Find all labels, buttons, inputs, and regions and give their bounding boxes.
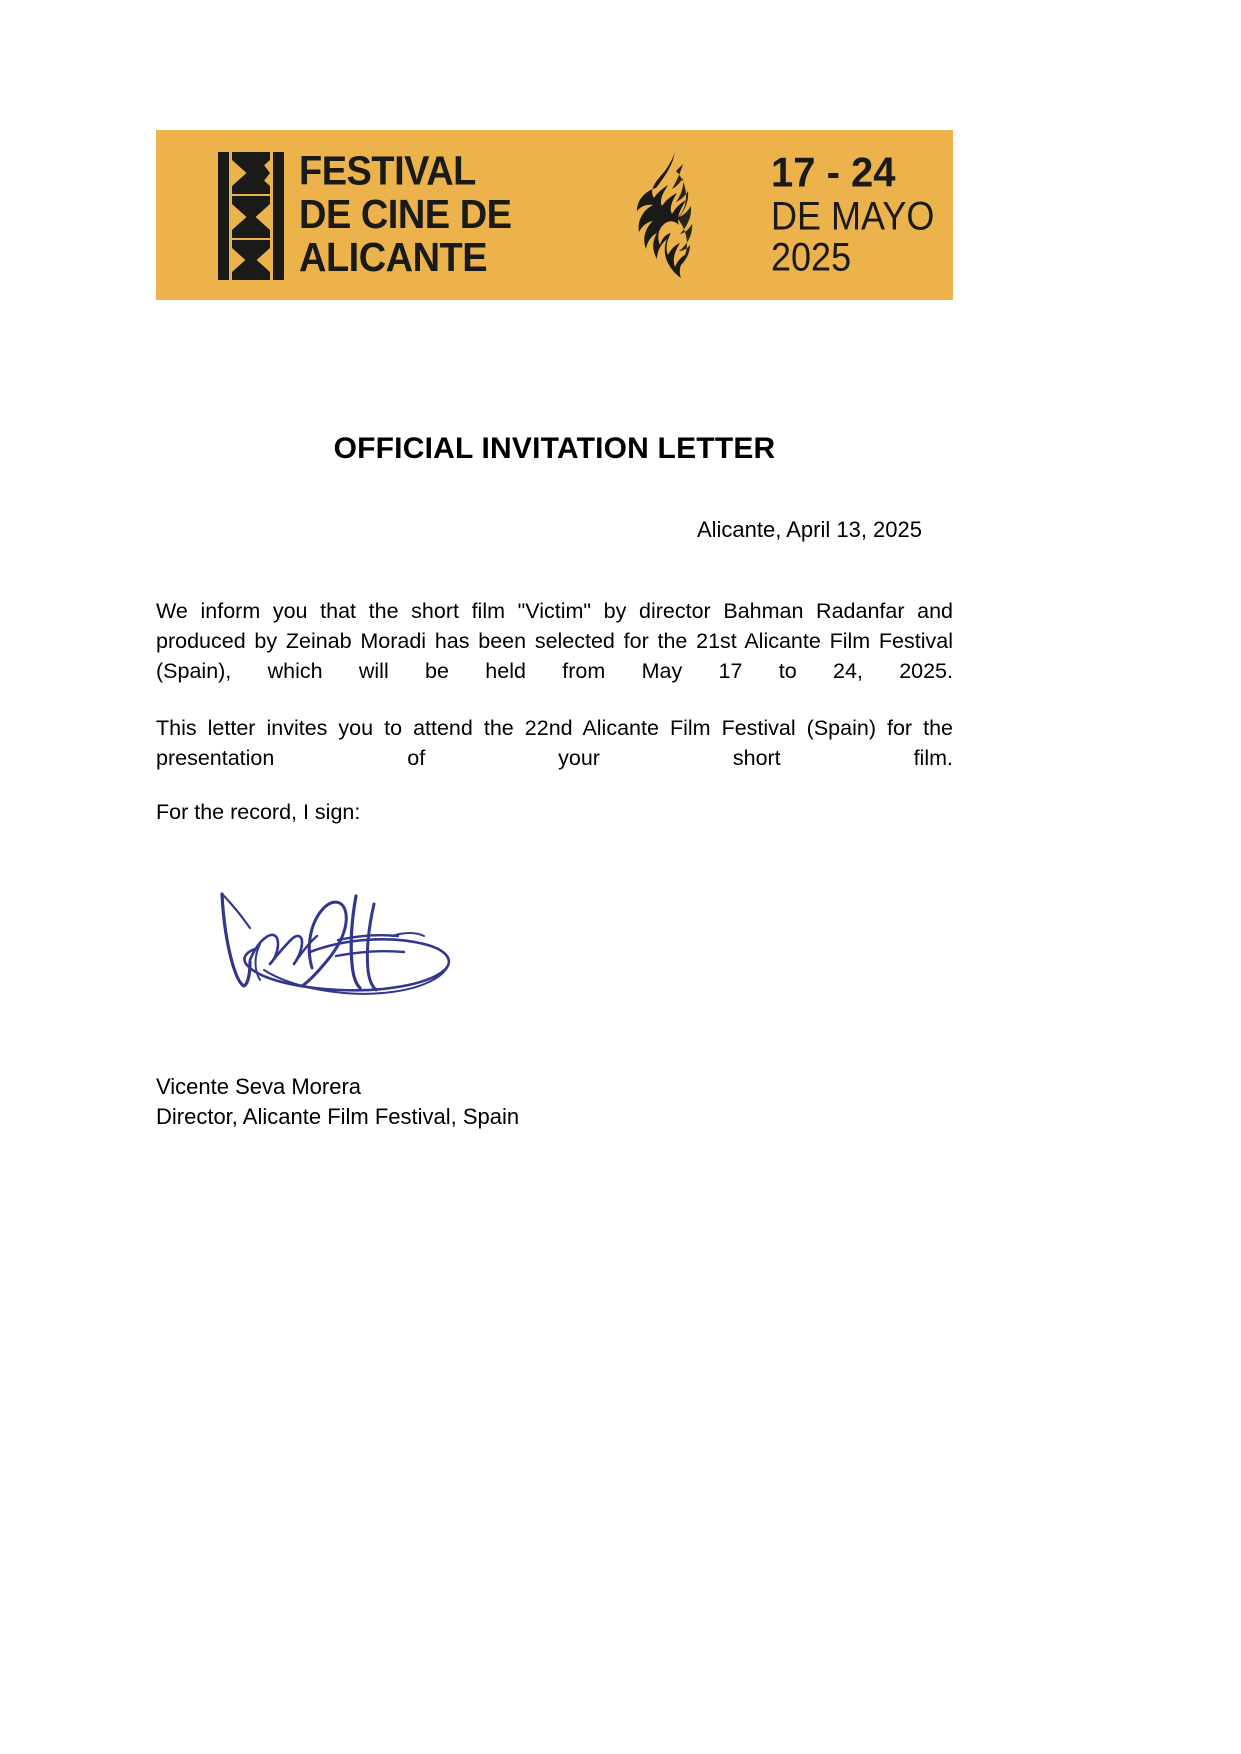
place-and-date: Alicante, April 13, 2025 xyxy=(696,517,922,542)
signer-title: Director, Alicante Film Festival, Spain xyxy=(156,1104,520,1129)
flame-icon xyxy=(626,150,716,280)
signer-name: Vicente Seva Morera xyxy=(156,1074,362,1099)
wordmark-line-1: FESTIVAL xyxy=(299,148,476,195)
festival-dates-year: 2025 xyxy=(771,234,852,280)
signature-block xyxy=(156,1072,756,1132)
handwritten-signature xyxy=(160,852,480,1012)
festival-dates-range: 17 - 24 xyxy=(771,149,896,197)
body-paragraph-1: We inform you that the short film "Victim" by director Bahman Radanfar and produced by Zeinab Moradi has been selected for the 21st Alicante Film Festival (Spain), which will be held from May 17 to 24, 2025. xyxy=(156,599,953,683)
body-paragraph-3: For the record, I sign: xyxy=(156,800,361,824)
festival-wordmark xyxy=(299,150,559,280)
body-paragraph-2: This letter invites you to attend the 22nd Alicante Film Festival (Spain) for the presentation of your short film. xyxy=(156,716,953,770)
page-title: OFFICIAL INVITATION LETTER xyxy=(333,432,776,465)
xxi-roman-numeral-mark xyxy=(218,152,284,280)
festival-dates-month: DE MAYO xyxy=(771,193,935,239)
wordmark-line-3: ALICANTE xyxy=(299,235,488,281)
festival-header-banner xyxy=(156,130,953,300)
wordmark-line-2: DE CINE DE xyxy=(299,192,512,238)
festival-dates xyxy=(771,149,941,280)
